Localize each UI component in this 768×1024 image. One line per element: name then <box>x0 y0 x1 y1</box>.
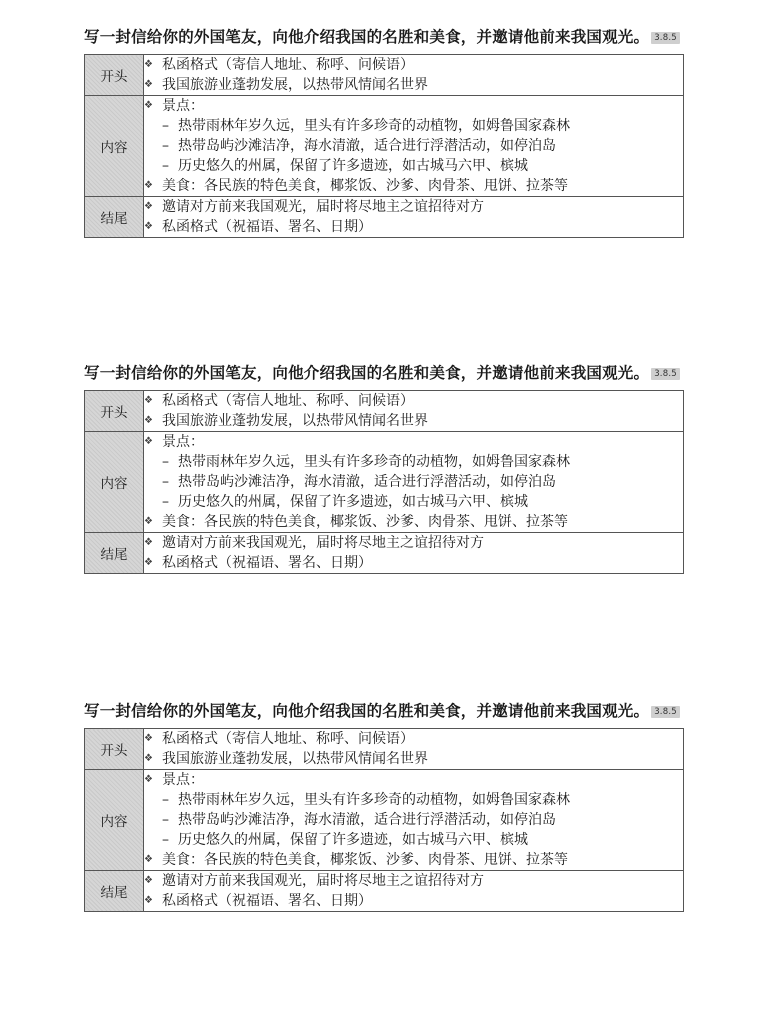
bullet-diamond-icon: ❖ <box>144 436 153 447</box>
row-body-ending <box>144 871 684 912</box>
writing-task-block <box>84 26 686 238</box>
list-item: ❖ 美食：各民族的特色美食，椰浆饭、沙爹、肉骨茶、甩饼、拉茶等 <box>144 178 568 194</box>
sub-list-item: – 热带雨林年岁久远，里头有许多珍奇的动植物，如姆鲁国家森林 <box>162 792 570 808</box>
bullet-diamond-icon: ❖ <box>144 180 153 191</box>
task-prompt <box>84 26 686 48</box>
bullet-diamond-icon: ❖ <box>144 79 153 90</box>
task-prompt-text: 写一封信给你的外国笔友，向他介绍我国的名胜和美食，并邀请他前来我国观光。 <box>84 364 650 382</box>
bullet-diamond-icon: ❖ <box>144 875 153 886</box>
row-label-ending: 结尾 <box>85 871 144 912</box>
bullet-diamond-icon: ❖ <box>144 537 153 548</box>
sub-list-item: – 热带雨林年岁久远，里头有许多珍奇的动植物，如姆鲁国家森林 <box>162 454 570 470</box>
writing-task-block <box>84 362 686 574</box>
sub-list-item: – 热带岛屿沙滩洁净，海水清澈，适合进行浮潜活动，如停泊岛 <box>162 812 556 828</box>
row-label-opening: 开头 <box>85 391 144 432</box>
bullet-diamond-icon: ❖ <box>144 557 153 568</box>
bullet-diamond-icon: ❖ <box>144 395 153 406</box>
list-item: ❖ 我国旅游业蓬勃发展，以热带风情闻名世界 <box>144 413 428 429</box>
list-item: ❖ 私函格式（祝福语、署名、日期） <box>144 555 372 571</box>
outline-row-content <box>85 96 684 197</box>
task-prompt <box>84 362 686 384</box>
section-code-badge: 3.8.5 <box>651 32 680 44</box>
bullet-diamond-icon: ❖ <box>144 415 153 426</box>
row-label-content: 内容 <box>85 432 144 533</box>
sub-list-item: – 热带雨林年岁久远，里头有许多珍奇的动植物，如姆鲁国家森林 <box>162 118 570 134</box>
row-label-opening: 开头 <box>85 55 144 96</box>
row-body-opening <box>144 55 684 96</box>
row-label-ending: 结尾 <box>85 197 144 238</box>
row-body-content <box>144 770 684 871</box>
outline-row-opening <box>85 55 684 96</box>
list-item: ❖ 私函格式（祝福语、署名、日期） <box>144 219 372 235</box>
dash-marker: – <box>162 812 169 828</box>
sub-list-item: – 历史悠久的州属，保留了许多遗迹，如古城马六甲、槟城 <box>162 832 528 848</box>
writing-task-block <box>84 700 686 912</box>
essay-outline-table <box>84 54 684 238</box>
task-prompt-text: 写一封信给你的外国笔友，向他介绍我国的名胜和美食，并邀请他前来我国观光。 <box>84 28 650 46</box>
bullet-diamond-icon: ❖ <box>144 516 153 527</box>
bullet-diamond-icon: ❖ <box>144 895 153 906</box>
bullet-diamond-icon: ❖ <box>144 201 153 212</box>
bullet-diamond-icon: ❖ <box>144 774 153 785</box>
bullet-diamond-icon: ❖ <box>144 733 153 744</box>
row-label-content: 内容 <box>85 96 144 197</box>
row-body-content <box>144 432 684 533</box>
row-body-ending <box>144 197 684 238</box>
section-code-badge: 3.8.5 <box>651 706 680 718</box>
dash-marker: – <box>162 792 169 808</box>
list-item: ❖ 私函格式（寄信人地址、称呼、问候语） <box>144 393 414 409</box>
row-label-opening: 开头 <box>85 729 144 770</box>
row-body-ending <box>144 533 684 574</box>
sub-list-item: – 热带岛屿沙滩洁净，海水清澈，适合进行浮潜活动，如停泊岛 <box>162 474 556 490</box>
dash-marker: – <box>162 494 169 510</box>
list-item: ❖ 邀请对方前来我国观光，届时将尽地主之谊招待对方 <box>144 199 484 215</box>
dash-marker: – <box>162 118 169 134</box>
section-code-badge: 3.8.5 <box>651 368 680 380</box>
list-item: ❖ 景点： <box>144 98 204 114</box>
outline-row-ending <box>85 533 684 574</box>
list-item: ❖ 私函格式（祝福语、署名、日期） <box>144 893 372 909</box>
list-item: ❖ 我国旅游业蓬勃发展，以热带风情闻名世界 <box>144 751 428 767</box>
list-item: ❖ 私函格式（寄信人地址、称呼、问候语） <box>144 731 414 747</box>
dash-marker: – <box>162 474 169 490</box>
dash-marker: – <box>162 832 169 848</box>
list-item: ❖ 私函格式（寄信人地址、称呼、问候语） <box>144 57 414 73</box>
outline-row-content <box>85 770 684 871</box>
dash-marker: – <box>162 158 169 174</box>
outline-row-opening <box>85 729 684 770</box>
list-item: ❖ 邀请对方前来我国观光，届时将尽地主之谊招待对方 <box>144 535 484 551</box>
task-prompt <box>84 700 686 722</box>
bullet-diamond-icon: ❖ <box>144 59 153 70</box>
row-label-content: 内容 <box>85 770 144 871</box>
outline-row-ending <box>85 871 684 912</box>
outline-row-content <box>85 432 684 533</box>
list-item: ❖ 邀请对方前来我国观光，届时将尽地主之谊招待对方 <box>144 873 484 889</box>
list-item: ❖ 景点： <box>144 772 204 788</box>
row-label-ending: 结尾 <box>85 533 144 574</box>
list-item: ❖ 我国旅游业蓬勃发展，以热带风情闻名世界 <box>144 77 428 93</box>
dash-marker: – <box>162 138 169 154</box>
list-item: ❖ 美食：各民族的特色美食，椰浆饭、沙爹、肉骨茶、甩饼、拉茶等 <box>144 514 568 530</box>
outline-row-ending <box>85 197 684 238</box>
sub-list-item: – 热带岛屿沙滩洁净，海水清澈，适合进行浮潜活动，如停泊岛 <box>162 138 556 154</box>
sub-list-item: – 历史悠久的州属，保留了许多遗迹，如古城马六甲、槟城 <box>162 494 528 510</box>
bullet-diamond-icon: ❖ <box>144 221 153 232</box>
row-body-opening <box>144 729 684 770</box>
task-prompt-text: 写一封信给你的外国笔友，向他介绍我国的名胜和美食，并邀请他前来我国观光。 <box>84 702 650 720</box>
bullet-diamond-icon: ❖ <box>144 753 153 764</box>
sub-list-item: – 历史悠久的州属，保留了许多遗迹，如古城马六甲、槟城 <box>162 158 528 174</box>
row-body-content <box>144 96 684 197</box>
bullet-diamond-icon: ❖ <box>144 854 153 865</box>
list-item: ❖ 美食：各民族的特色美食，椰浆饭、沙爹、肉骨茶、甩饼、拉茶等 <box>144 852 568 868</box>
essay-outline-table <box>84 728 684 912</box>
row-body-opening <box>144 391 684 432</box>
outline-row-opening <box>85 391 684 432</box>
essay-outline-table <box>84 390 684 574</box>
dash-marker: – <box>162 454 169 470</box>
list-item: ❖ 景点： <box>144 434 204 450</box>
bullet-diamond-icon: ❖ <box>144 100 153 111</box>
